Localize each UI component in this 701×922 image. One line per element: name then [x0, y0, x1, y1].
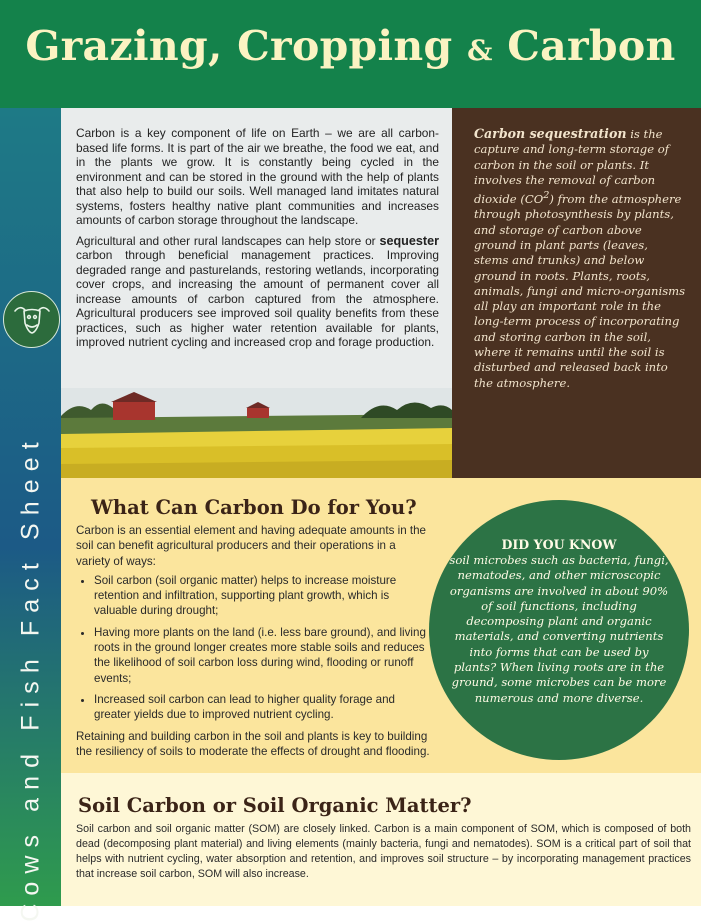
sequestration-panel: [452, 108, 701, 478]
cow-fish-logo-icon: [3, 291, 60, 348]
list-item: • Having more plants on the land (i.e. less bare ground), and living roots in the ground longer creates more stable soils and reduces the likelihood of soil carbon loss during wind, flooding or runoff events;: [94, 625, 431, 686]
soil-carbon-section: [61, 773, 701, 906]
did-you-know-text: soil microbes such as bacteria, fungi, nematodes, and other microscopic organisms are involved in about 90% of soil functions, including decomposing plant and organic materials, and converting nutrients into forms that can be used by plants? When living roots are in the ground, some microbes can be more numerous and more diverse.: [449, 553, 669, 705]
sequestration-term: Carbon sequestration: [474, 126, 627, 141]
co2-superscript: 2: [543, 190, 550, 202]
fact-sheet-label: Cows and Fish Fact Sheet: [16, 434, 45, 922]
soil-carbon-text: Soil carbon and soil organic matter (SOM) are closely linked. Carbon is a main component of SOM, which is composed of both dead (decomposing plant material) and living elements (mainly bacteria, fungi and nematodes). SOM is a critical part of soil that helps with nutrient cycling, water absorption and retention, and improves soil structure – by incorporating management practices that increase soil carbon, SOM will also increase.: [76, 823, 691, 880]
benefits-intro: Carbon is an essential element and having adequate amounts in the soil can benefit agricultural producers and their operations in a variety of ways:: [76, 524, 426, 568]
sequestration-text: [474, 126, 686, 391]
sidebar: [0, 108, 61, 922]
did-you-know-circle: [429, 500, 689, 760]
title-ampersand: &: [467, 34, 493, 67]
list-item: • Increased soil carbon can lead to higher quality forage and greater yields due to improved nutrient cycling.: [94, 692, 431, 723]
benefits-body: [76, 523, 431, 763]
intro-panel: [61, 108, 452, 478]
list-item: • Soil carbon (soil organic matter) helps to increase moisture retention and infiltration, supporting plant growth, which is valuable during drought;: [94, 573, 431, 619]
sequester-term: sequester: [379, 233, 439, 248]
intro-paragraph-1: Carbon is a key component of life on Earth – we are all carbon-based life forms. It is part of the air we breathe, the food we eat, and in the plants we grow. It is constantly being cycled in the environment and can be stored in the ground with the help of plants that also help to build our soils. Well managed land imitates natural systems, fosters healthy native plant communities and increases amounts of carbon storage throughout the landscape.: [76, 126, 439, 227]
sequestration-def-end: ) from the atmosphere through photosynthesis by plants, and storage of carbon above ground in plant parts (leaves, stems and trunks) and below ground in roots. Plants, roots, animals, fungi and micro-organisms all play an important role in the long-term process of incorporating and storing carbon in the soil, where it remains until the soil is disturbed and released back into the atmosphere.: [474, 192, 686, 390]
intro-p2-end: carbon through beneficial management practices. Improving degraded range and pasturelands, restoring wetlands, incorporating cover crops, and increasing the amount of permanent cover all increase amounts of carbon captured from the atmosphere. Agricultural producers see improved soil quality benefits from these practices, such as higher water retention available for plants, improved nutrient cycling and increased crop and forage production.: [76, 248, 439, 349]
did-you-know-title: DID YOU KNOW: [501, 537, 617, 552]
intro-p2-start: Agricultural and other rural landscapes can help store or: [76, 233, 380, 248]
intro-text: [76, 126, 439, 356]
title-part1: Grazing, Cropping: [25, 22, 468, 70]
benefits-list: [76, 573, 431, 723]
header-banner: [0, 0, 701, 108]
title-part2: Carbon: [492, 22, 676, 70]
page-title: [0, 22, 701, 70]
soil-carbon-heading: Soil Carbon or Soil Organic Matter?: [78, 794, 472, 817]
benefits-closing: Retaining and building carbon in the soil and plants is key to building the resiliency of soils to moderate the effects of drought and flooding.: [76, 729, 430, 758]
sequestration-def-start: is the capture and long-term storage of carbon in the soil or plants. It involves the removal of carbon dioxide (CO: [474, 127, 670, 207]
benefits-heading: What Can Carbon Do for You?: [91, 496, 417, 519]
intro-paragraph-2: [76, 234, 439, 350]
landscape-photo: [61, 388, 452, 478]
